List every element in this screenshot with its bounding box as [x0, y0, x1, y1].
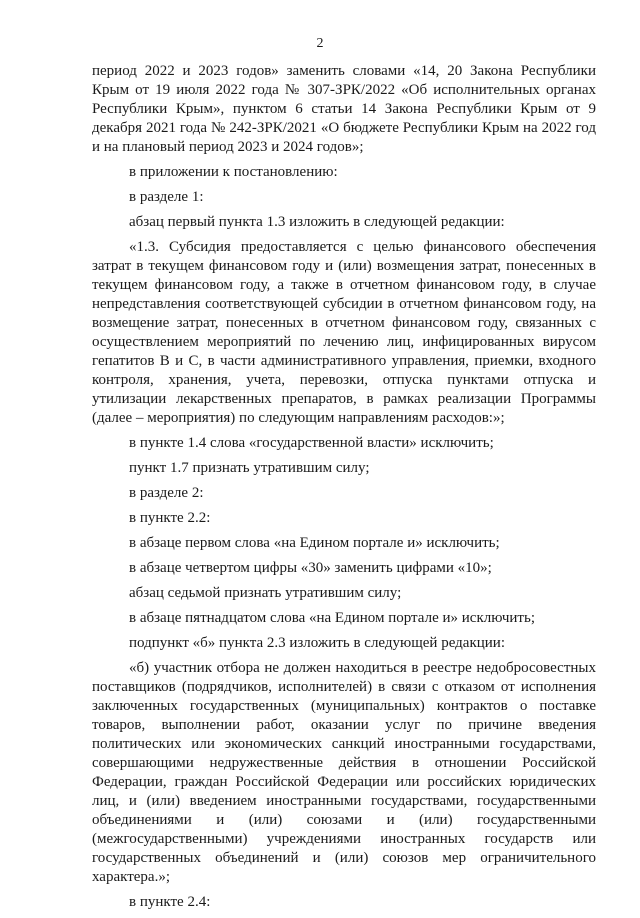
paragraph: в пункте 2.2: [129, 510, 211, 526]
paragraph: в пункте 1.4 слова «государственной власти» исключить; [129, 435, 494, 451]
paragraph: в абзаце пятнадцатом слова «на Едином портале и» исключить; [129, 610, 535, 626]
paragraph: подпункт «б» пункта 2.3 изложить в следующей редакции: [129, 635, 505, 651]
paragraph: в абзаце первом слова «на Едином портале и» исключить; [129, 535, 500, 551]
document-body [92, 62, 596, 918]
paragraph: абзац первый пункта 1.3 изложить в следующей редакции: [129, 214, 505, 230]
paragraph-continuation: период 2022 и 2023 годов» заменить словами «14, 20 Закона Республики Крым от 19 июля 2022 года № 307-ЗРК/2022 «Об исполнительных органах Республики Крым», пунктом 6 статьи 14 Закона Республики Крым от 9 декабря 2021 года № 242-ЗРК/2021 «О бюджете Республики Крым на 2022 год и на плановый период 2023 и 2024 годов»; [92, 63, 596, 155]
paragraph: абзац седьмой признать утратившим силу; [129, 585, 402, 601]
quoted-paragraph: «б) участник отбора не должен находиться в реестре недобросовестных поставщиков (подрядчиков, исполнителей) в связи с отказом от исполнения заключенных государственных (муниципальных) контрактов о поставке товаров, выполнении работ, оказании услуг по причине введения политических или экономических санкций иностранными государствами, совершающими недружественные действия в отношении Российской Федерации, граждан Российской Федерации или российских юридических лиц, и (или) введением иностранными государствами, государственными объединениями и (или) союзами и (или) государственными (межгосударственными) учреждениями иностранных государств или государственных объединений и (или) союзов мер ограничительного характера.»; [92, 660, 596, 885]
paragraph: в приложении к постановлению: [129, 164, 338, 180]
quoted-paragraph: «1.3. Субсидия предоставляется с целью финансового обеспечения затрат в текущем финансовом году и (или) возмещения затрат, понесенных в текущем финансовом году, а также в отчетном финансовом году, в случае непредставления соответствующей субсидии в отчетном финансовом году, на возмещение затрат, понесенных в отчетном финансовом году, связанных с осуществлением мероприятий по лечению лиц, инфицированных вирусом гепатитов В и С, в части административного управления, приемки, входного контроля, хранения, учета, перевозки, отпуска пунктами отпуска и утилизации лекарственных препаратов, в рамках реализации Программы (далее – мероприятия) по следующим направлениям расходов:»; [92, 239, 596, 426]
paragraph: в пункте 2.4: [129, 894, 211, 910]
paragraph: в абзаце четвертом цифры «30» заменить цифрами «10»; [129, 560, 492, 576]
paragraph: в разделе 2: [129, 485, 204, 501]
paragraph: в разделе 1: [129, 189, 204, 205]
paragraph: пункт 1.7 признать утратившим силу; [129, 460, 370, 476]
page-number: 2 [316, 36, 324, 51]
